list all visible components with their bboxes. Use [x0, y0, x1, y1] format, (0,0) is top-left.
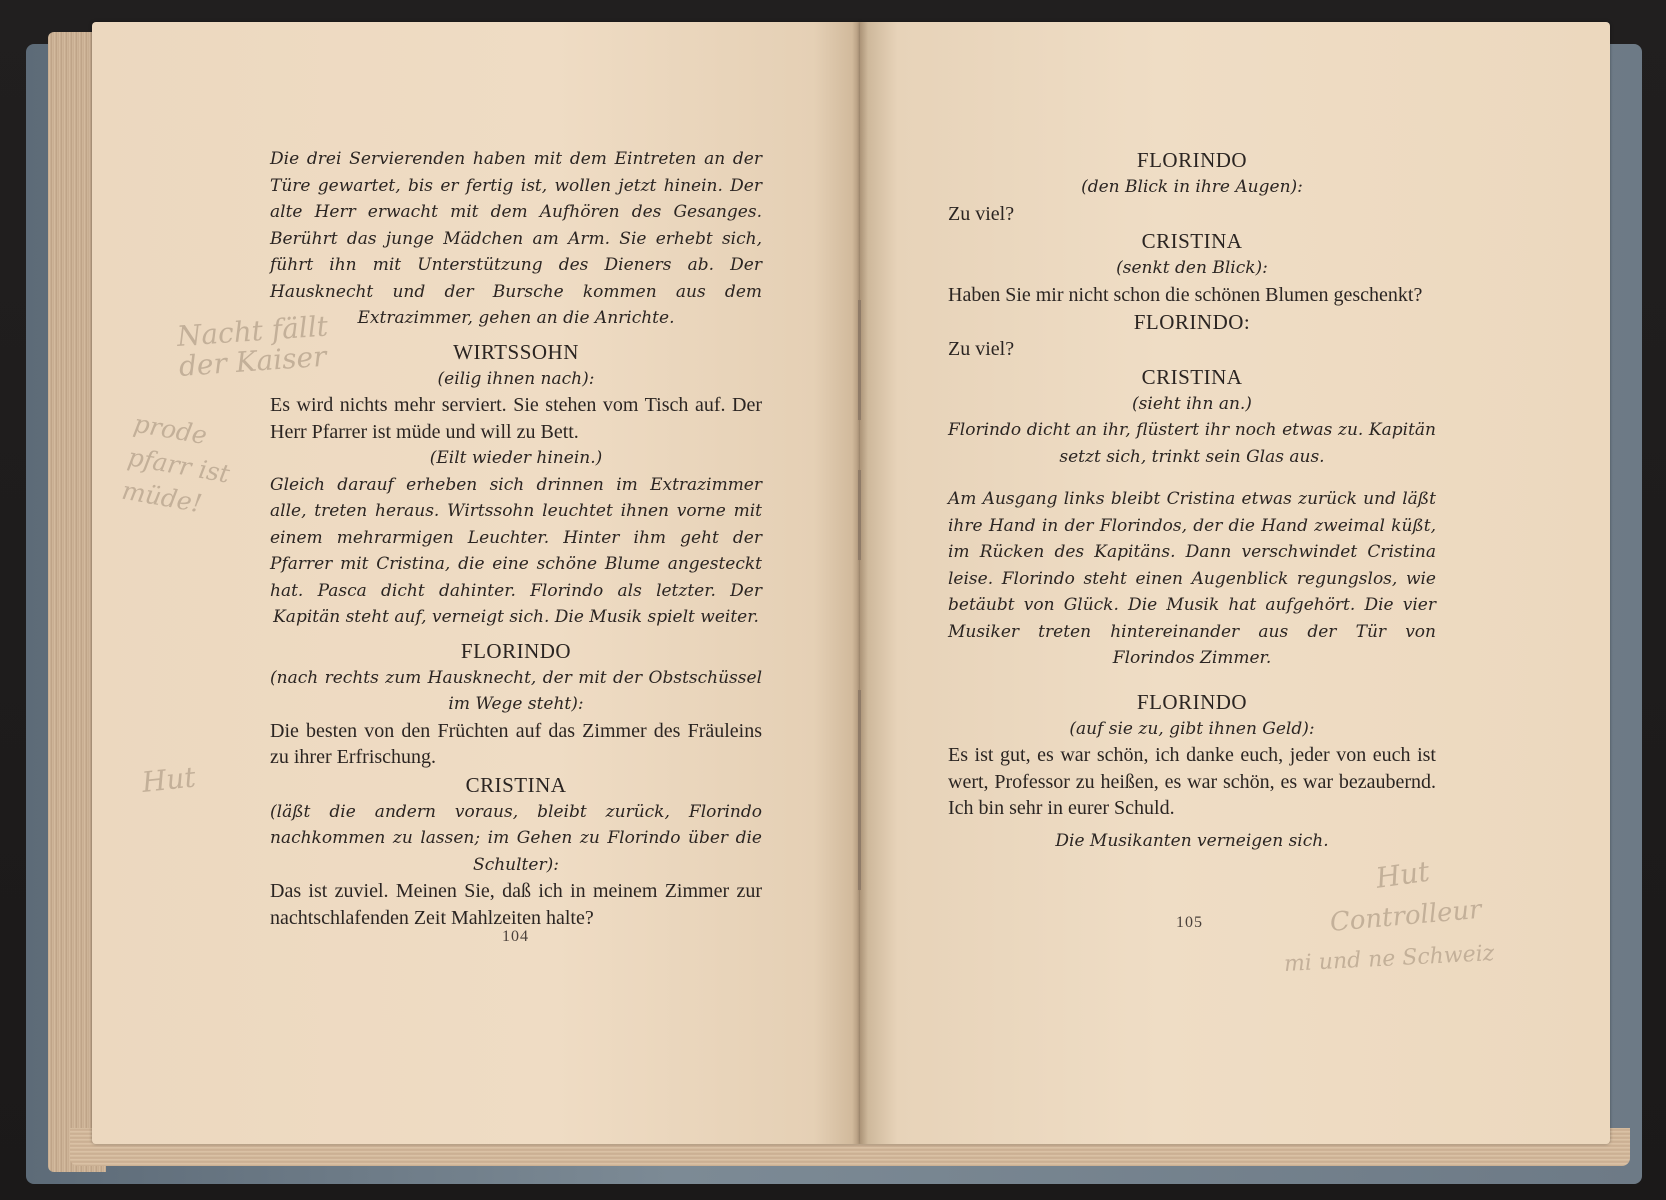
- stage-direction: (senkt den Blick):: [1116, 258, 1268, 278]
- stage-direction: (eilig ihnen nach):: [437, 368, 595, 389]
- stage-direction: Florindo dicht an ihr, flüstert ihr noch etwas zu. Kapitän setzt sich, trinkt sein Glas aus.: [948, 420, 1436, 467]
- stage-direction: (auf sie zu, gibt ihnen Geld):: [1069, 718, 1315, 739]
- dialogue-line: Das ist zuviel. Meinen Sie, daß ich in meinem Zimmer zur nachtschlafenden Zeit Mahlzeiten halte?: [270, 880, 762, 929]
- speaker-name: FLORINDO: [460, 638, 572, 663]
- dialogue-line: Zu viel?: [948, 338, 1015, 360]
- page-number: 104: [502, 928, 529, 945]
- dialogue-line: Haben Sie mir nicht schon die schönen Blumen geschenkt?: [948, 283, 1423, 306]
- binding-stitch: [858, 300, 861, 420]
- right-page-text: [948, 146, 1436, 854]
- stage-direction: Die drei Servierenden haben mit dem Eintreten an der Türe gewartet, bis er fertig ist, wollen jetzt hinein. Der alte Herr erwacht mit dem Aufhören des Gesanges. Berührt das junge Mädchen am Arm. Sie erhebt sich, führt ihn mit Unterstützung des Dieners ab. Der Hausknecht und der Bursche kommen aus dem Extrazimmer, gehen an die Anrichte.: [270, 149, 762, 328]
- stage-direction: (nach rechts zum Hausknecht, der mit der Obstschüssel im Wege steht):: [270, 667, 762, 714]
- handwritten-note: prode pfarr ist müde!: [119, 408, 232, 519]
- speaker-name: FLORINDO:: [1133, 310, 1251, 334]
- handwritten-note: Hut: [1373, 854, 1432, 895]
- stage-direction: (den Blick in ihre Augen):: [1081, 177, 1303, 197]
- book-gutter: [852, 22, 868, 1144]
- stage-direction: Am Ausgang links bleibt Cristina etwas zurück und läßt ihre Hand in der Florindos, der die Hand zweimal küßt, im Rücken des Kapitäns. Dann verschwindet Cristina leise. Florindo steht einen Augenblick regungslos, wie betäubt von Glück. Die Musik hat aufgehört. Die vier Musiker treten hintereinander aus der Tür von Florindos Zimmer.: [948, 489, 1436, 668]
- binding-stitch: [858, 690, 861, 890]
- speaker-name: CRISTINA: [465, 772, 567, 797]
- page-number: 105: [1176, 914, 1203, 931]
- speaker-name: CRISTINA: [1141, 364, 1243, 389]
- left-page-text: [270, 146, 762, 931]
- dialogue-line: Es wird nichts mehr serviert. Sie stehen vom Tisch auf. Der Herr Pfarrer ist müde und will zu Bett.: [270, 394, 762, 443]
- stage-direction: (Eilt wieder hinein.): [429, 448, 603, 468]
- binding-stitch: [858, 470, 861, 560]
- stage-direction: Die Musikanten verneigen sich.: [1055, 830, 1329, 851]
- handwritten-note: Hut: [140, 760, 198, 799]
- stage-direction: (läßt die andern voraus, bleibt zurück, Florindo nachkommen zu lassen; im Gehen zu Florindo über die Schulter):: [270, 801, 762, 875]
- stage-direction: (sieht ihn an.): [1132, 393, 1252, 414]
- speaker-name: CRISTINA: [1141, 229, 1243, 253]
- stage-direction: Gleich darauf erheben sich drinnen im Extrazimmer alle, treten heraus. Wirtssohn leuchtet ihnen vorne mit einem mehrarmigen Leuchter. Hinter ihm geht der Pfarrer mit Cristina, die eine schöne Blume angesteckt hat. Pasca dicht dahinter. Florindo als letzter. Der Kapitän steht auf, verneigt sich. Die Musik spielt weiter.: [270, 474, 762, 627]
- speaker-name: FLORINDO: [1136, 148, 1248, 172]
- dialogue-line: Es ist gut, es war schön, ich danke euch, jeder von euch ist wert, Professor zu heißen, es war schön, es war bezaubernd. Ich bin sehr in eurer Schuld.: [948, 744, 1436, 819]
- speaker-name: WIRTSSOHN: [453, 339, 579, 364]
- handwritten-note: Nacht fällt der Kaiser: [175, 309, 329, 383]
- handwritten-note: mi und ne Schweiz: [1283, 940, 1495, 977]
- dialogue-line: Zu viel?: [948, 202, 1015, 225]
- dialogue-line: Die besten von den Früchten auf das Zimmer des Fräuleins zu ihrer Erfrischung.: [270, 719, 762, 768]
- speaker-name: FLORINDO: [1136, 689, 1248, 714]
- handwritten-note: Controlleur: [1328, 894, 1483, 938]
